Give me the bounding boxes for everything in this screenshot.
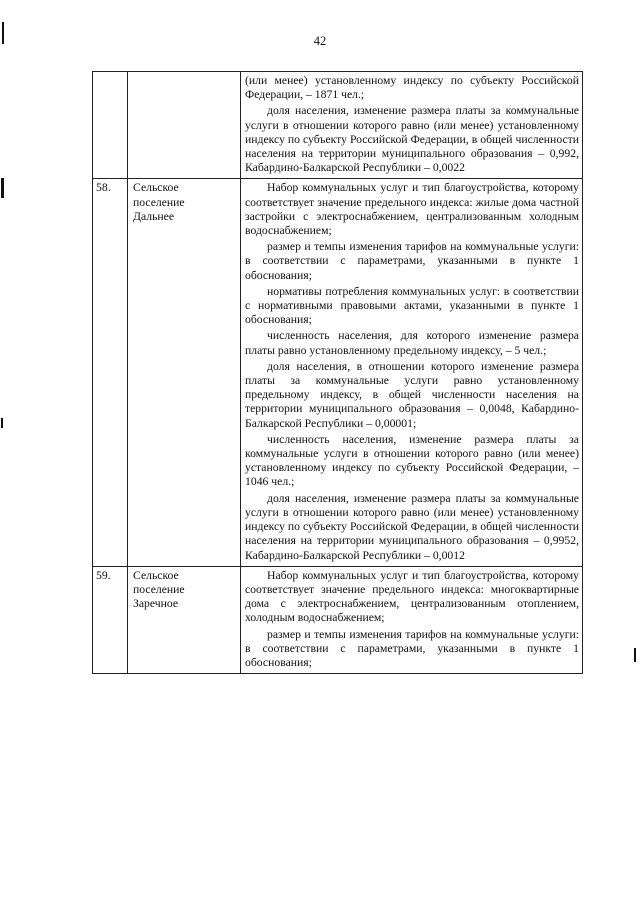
row-number-cell [93, 566, 128, 673]
description-paragraph: доля населения, изменение размера платы за коммунальные услуги в отношении которого равно (или менее) установленному индексу по субъекту Российской Федерации, в общей численности населения на территории муниципального образования – 0,9952, Кабардино-Балкарской Республики – 0,0012 [245, 491, 579, 562]
settlement-name: Сельское поселение Дальнее [133, 181, 185, 223]
description-paragraph: доля населения, изменение размера платы за коммунальные услуги в отношении которого равно (или менее) установленному индексу по субъекту Российской Федерации, в общей численности населения на территории муниципального образования – 0,992, Кабардино-Балкарской Республики – 0,0022 [245, 104, 579, 175]
description-cell [241, 179, 583, 566]
scan-artifact-left-top [2, 22, 4, 44]
description-cell [241, 566, 583, 673]
scan-artifact-left-low [1, 418, 3, 428]
settlement-name-cell [128, 72, 241, 179]
settlement-name-cell [128, 179, 241, 566]
page-number: 42 [313, 34, 327, 48]
description-paragraph: нормативы потребления коммунальных услуг: в соответствии с нормативными правовыми актами, указанными в пункте 1 обоснования; [245, 284, 579, 327]
description-paragraph: численность населения, для которого изменение размера платы равно установленному предельному индексу, – 5 чел.; [245, 329, 579, 357]
description-paragraph: размер и темпы изменения тарифов на коммунальные услуги: в соответствии с параметрами, указанными в пункте 1 обоснования; [245, 240, 579, 282]
settlement-name [128, 72, 240, 74]
settlement-name: Сельское поселение Заречное [133, 568, 185, 611]
description-paragraph: численность населения, изменение размера платы за коммунальные услуги в отношении которого равно (или менее) установленному индексу по субъекту Российской Федерации, – 1046 чел.; [245, 432, 579, 489]
description-cell [241, 72, 583, 179]
table-row [93, 72, 583, 179]
table-row [93, 179, 583, 566]
table-row [93, 566, 583, 673]
description-paragraph: Набор коммунальных услуг и тип благоустройства, которому соответствует значение предельного индекса: многоквартирные дома с электроснабжением, централизованным отоплением, холодным водоснабжением; [245, 568, 579, 625]
row-number: 59. [96, 568, 111, 582]
row-number-cell [93, 72, 128, 179]
municipality-table [92, 71, 583, 674]
document-table-container [92, 71, 583, 674]
row-number-cell [93, 179, 128, 566]
table-body [93, 72, 583, 674]
row-number: 58. [96, 181, 111, 195]
description-paragraph: Набор коммунальных услуг и тип благоустройства, которому соответствует значение предельного индекса: жилые дома частной застройки с электроснабжением, централизованным холодным водоснабжением; [245, 181, 579, 238]
row-number [93, 72, 127, 74]
scan-artifact-left-mid [1, 178, 4, 198]
description-paragraph: размер и темпы изменения тарифов на коммунальные услуги: в соответствии с параметрами, указанными в пункте 1 обоснования; [245, 627, 579, 669]
description-paragraph: (или менее) установленному индексу по субъекту Российской Федерации, – 1871 чел.; [245, 74, 579, 102]
scan-artifact-right [634, 648, 636, 662]
description-paragraph: доля населения, в отношении которого изменение размера платы за коммунальные услуги равно установленному предельному индексу, в общей численности населения на территории муниципального образования – 0,0048, Кабардино-Балкарской Республики – 0,00001; [245, 359, 579, 430]
settlement-name-cell [128, 566, 241, 673]
